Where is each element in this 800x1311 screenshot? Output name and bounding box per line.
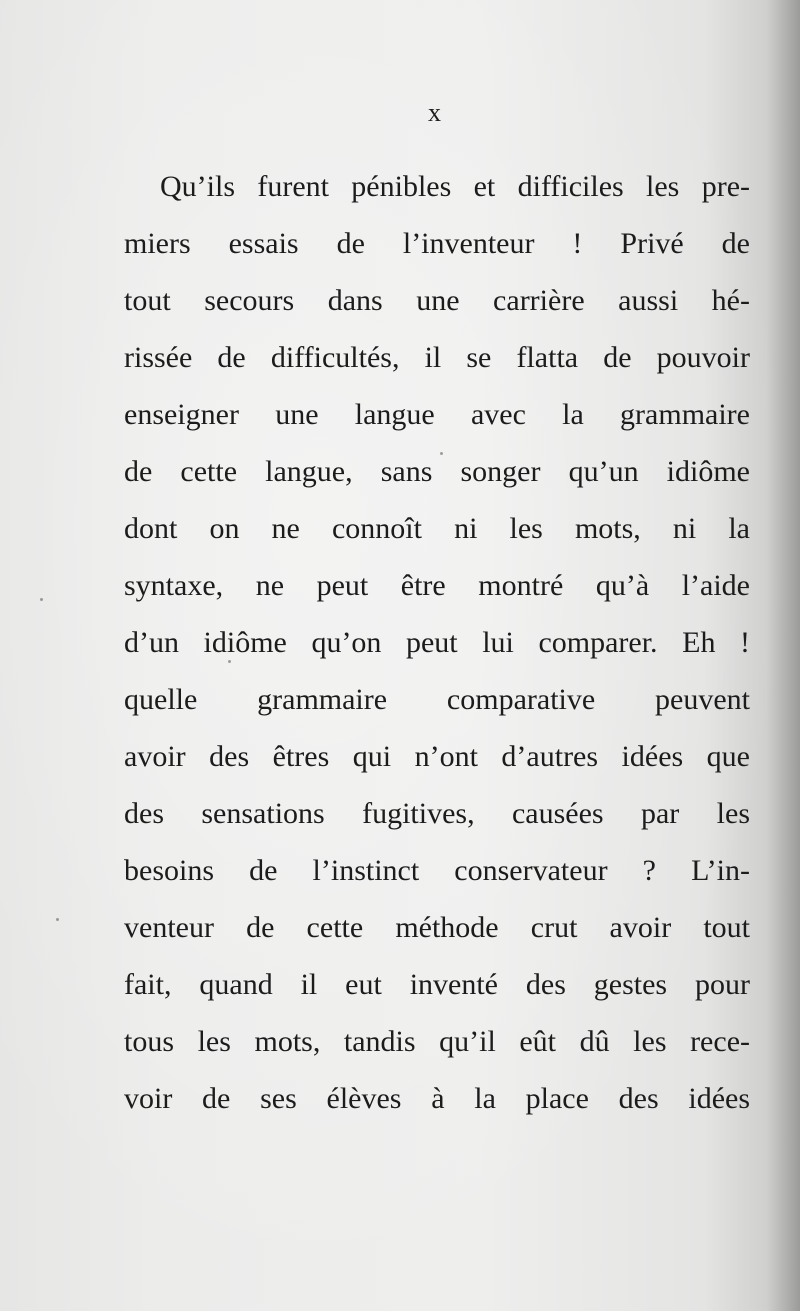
text-line: quelle grammaire comparative peuvent bbox=[124, 683, 750, 716]
text-line: de cette langue, sans songer qu’un idiôme bbox=[124, 455, 750, 488]
body-paragraph bbox=[124, 158, 750, 1127]
page-number: x bbox=[428, 98, 442, 127]
text-line: dont on ne connoît ni les mots, ni la bbox=[124, 512, 750, 545]
text-line: d’un idiôme qu’on peut lui comparer. Eh ! bbox=[124, 626, 750, 659]
text-line: Qu’ils furent pénibles et difficiles les pre- bbox=[160, 170, 750, 203]
text-line: venteur de cette méthode crut avoir tout bbox=[124, 911, 750, 944]
text-line: besoins de l’instinct conservateur ? L’in- bbox=[124, 854, 750, 887]
paper-speck bbox=[440, 452, 443, 455]
gutter-shadow bbox=[766, 0, 800, 1311]
text-line: des sensations fugitives, causées par les bbox=[124, 797, 750, 830]
paper-speck bbox=[40, 598, 43, 601]
text-line: tous les mots, tandis qu’il eût dû les rece- bbox=[124, 1025, 750, 1058]
text-line: rissée de difficultés, il se flatta de pouvoir bbox=[124, 341, 750, 374]
text-line: tout secours dans une carrière aussi hé- bbox=[124, 284, 750, 317]
text-line: miers essais de l’inventeur ! Privé de bbox=[124, 227, 750, 260]
text-line: voir de ses élèves à la place des idées bbox=[124, 1082, 750, 1115]
paper-speck bbox=[228, 660, 231, 663]
paper-speck bbox=[56, 918, 59, 921]
text-line: syntaxe, ne peut être montré qu’à l’aide bbox=[124, 569, 750, 602]
text-line: fait, quand il eut inventé des gestes pour bbox=[124, 968, 750, 1001]
text-line: avoir des êtres qui n’ont d’autres idées que bbox=[124, 740, 750, 773]
text-line: enseigner une langue avec la grammaire bbox=[124, 398, 750, 431]
